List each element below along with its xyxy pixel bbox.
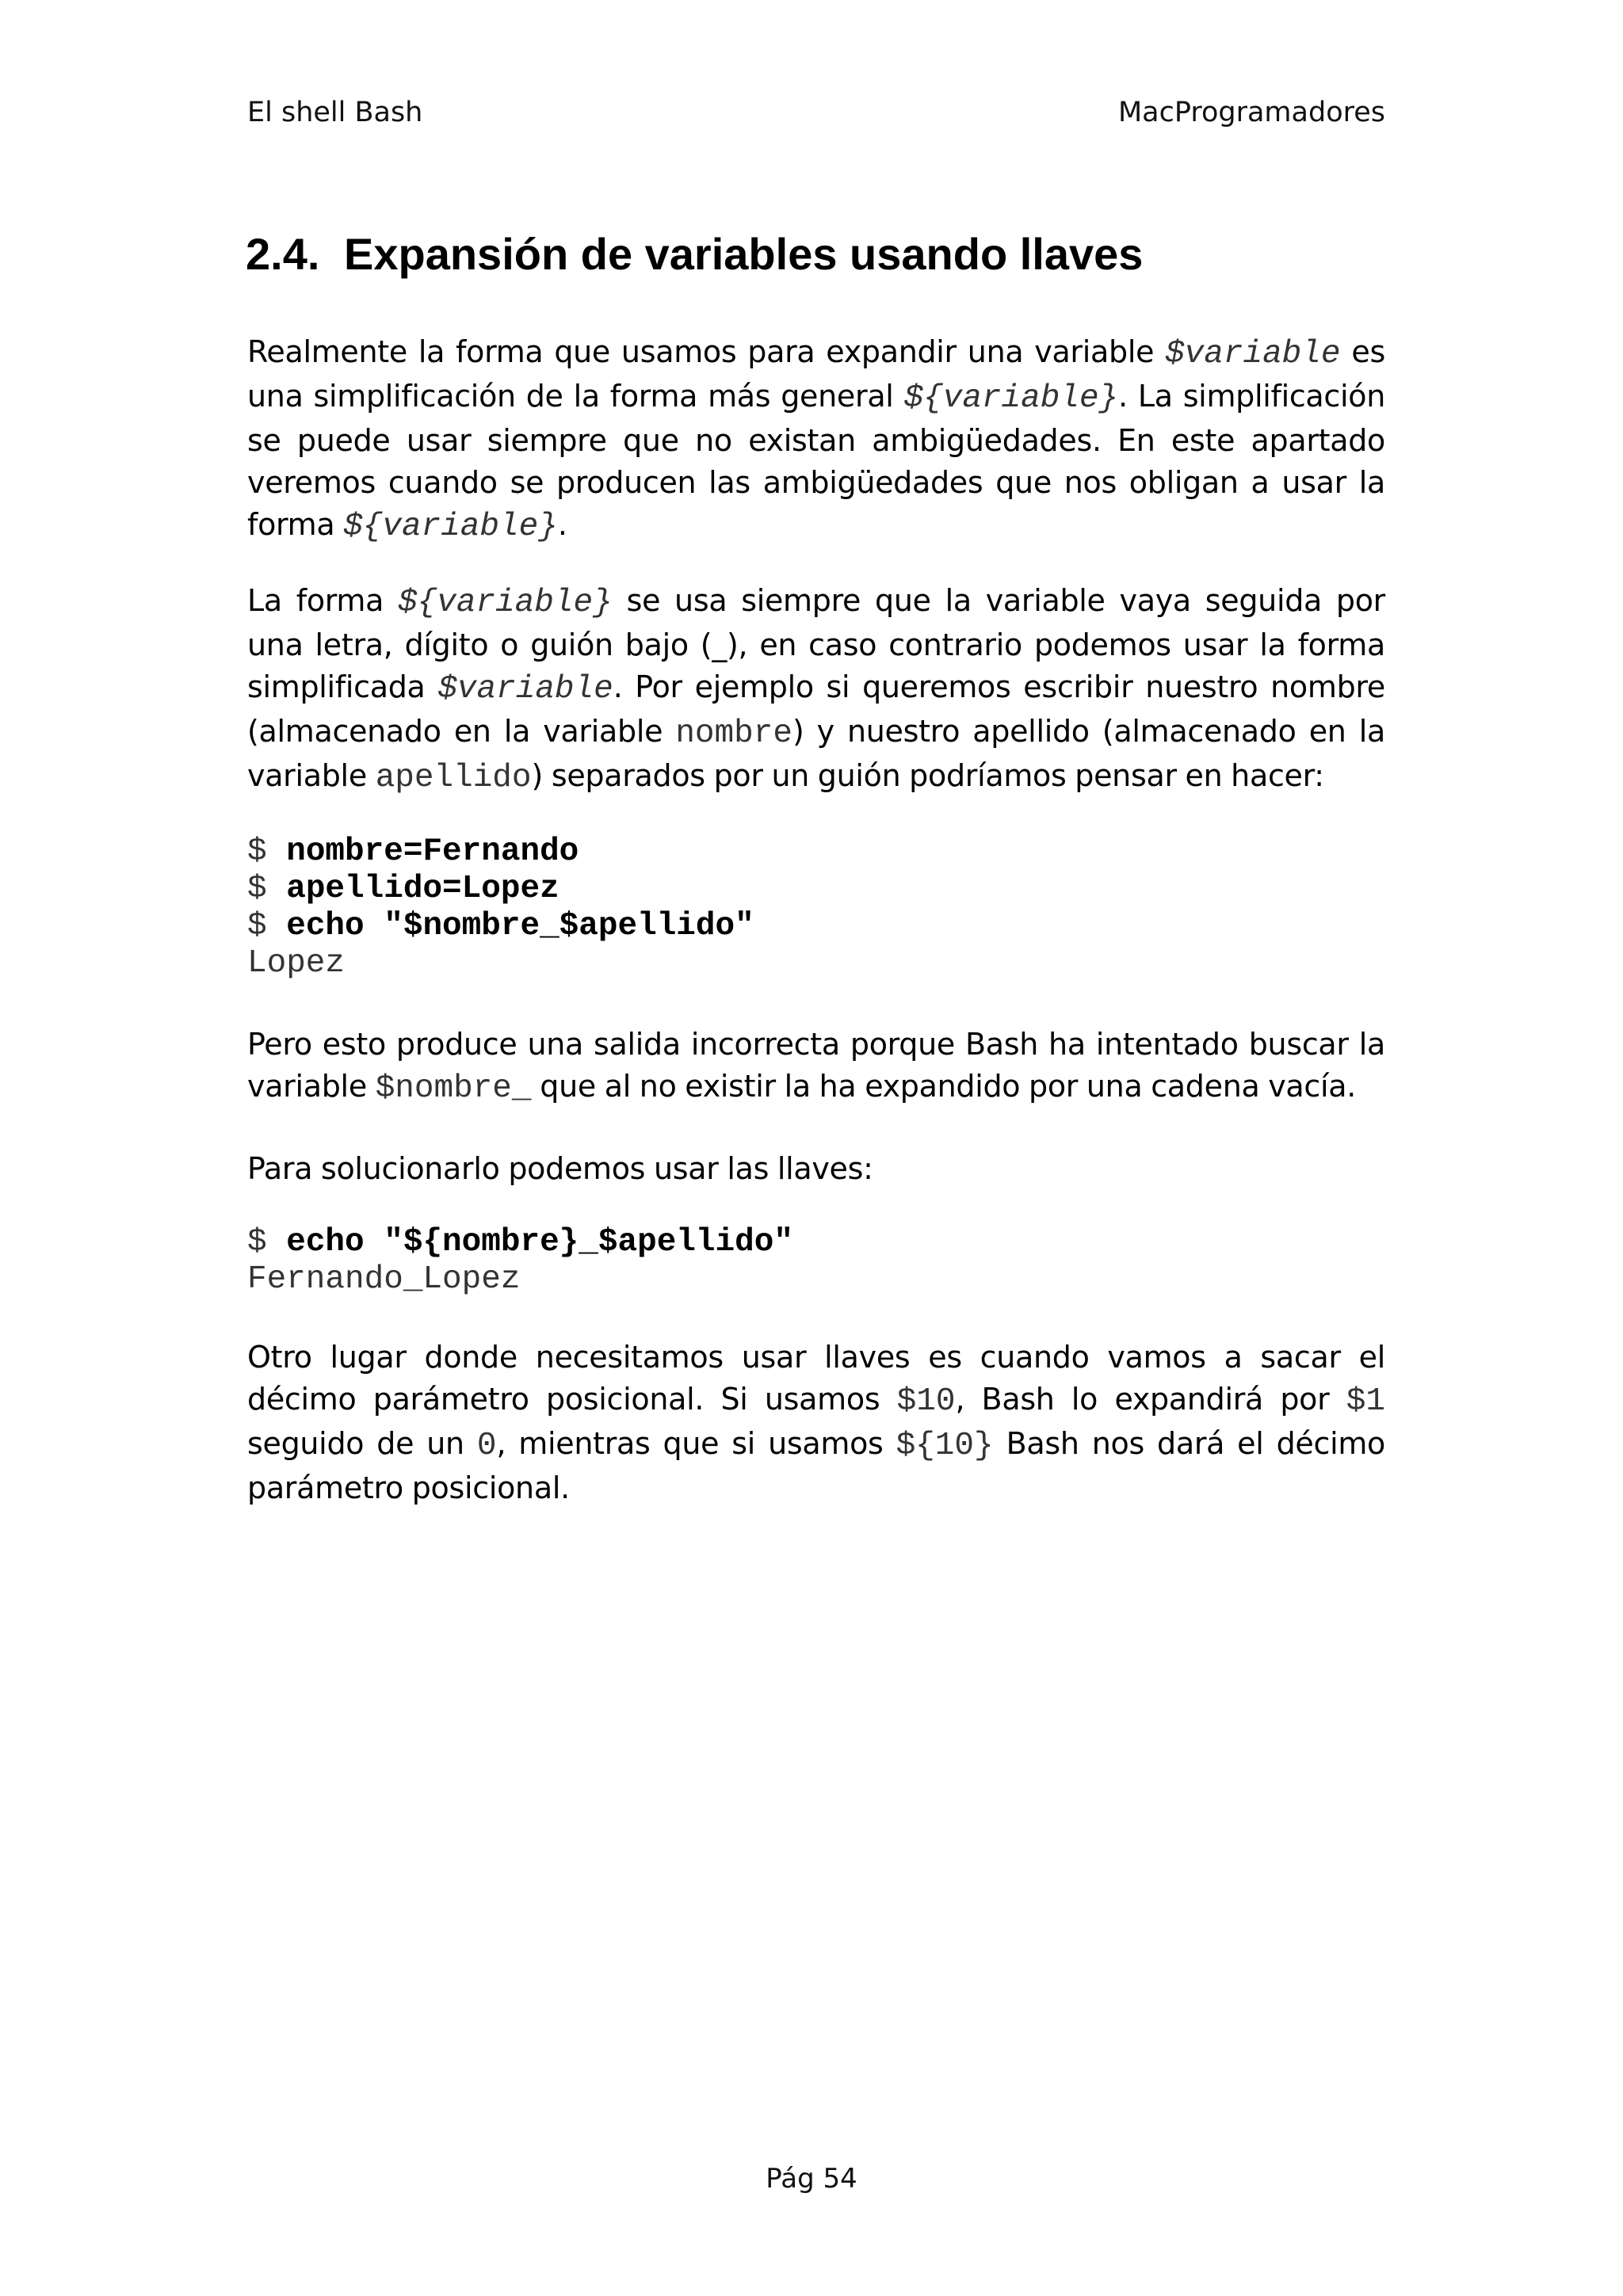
paragraph-usage	[247, 580, 1385, 799]
section-number: 2.4.	[246, 229, 320, 279]
inline-code: $10	[896, 1383, 956, 1420]
inline-code: $variable	[1165, 336, 1341, 372]
text-run: es una simplificación de la forma más general	[247, 334, 1385, 414]
section-heading	[246, 228, 1143, 280]
shell-prompt: $	[247, 908, 267, 944]
text-run: ) y nuestro apellido (almacenado en la variable	[247, 714, 1385, 793]
paragraph-explanation	[247, 1024, 1385, 1110]
inline-code: $variable	[437, 671, 613, 707]
shell-prompt: $	[247, 871, 267, 907]
inline-code: nombre	[675, 715, 792, 752]
inline-code: ${variable}	[343, 509, 558, 545]
page-number: Pág 54	[766, 2163, 857, 2195]
paragraph-intro	[247, 331, 1385, 548]
code-block-correct	[247, 1224, 793, 1299]
text-run: ) separados por un guión podríamos pensar en hacer:	[531, 758, 1324, 793]
text-run: . Por ejemplo si queremos escribir nuestro nombre (almacenado en la variable	[247, 669, 1385, 749]
text-run: Bash nos dará el décimo parámetro posicional.	[247, 1426, 1385, 1505]
text-run: Pero esto produce una salida incorrecta porque Bash ha intentado buscar la variable	[247, 1027, 1385, 1104]
inline-code: $nombre_	[375, 1070, 532, 1107]
text-run: Realmente la forma que usamos para expandir una variable	[247, 334, 1166, 369]
shell-output: Fernando_Lopez	[247, 1261, 521, 1298]
shell-prompt: $	[247, 833, 267, 870]
code-line	[247, 1224, 793, 1261]
inline-code: ${variable}	[903, 380, 1119, 417]
text-run: que al no existir la ha expandido por una cadena vacía.	[531, 1069, 1357, 1104]
inline-code: ${10}	[896, 1428, 994, 1464]
text-run: Para solucionarlo podemos usar las llaves:	[247, 1151, 873, 1186]
text-run: , Bash lo expandirá por	[955, 1382, 1346, 1417]
header-publisher: MacProgramadores	[1117, 97, 1385, 128]
shell-command: nombre=Fernando	[286, 833, 579, 870]
paragraph-solution	[247, 1148, 1385, 1190]
paragraph-positional	[247, 1337, 1385, 1509]
text-run: se usa siempre que la variable vaya seguida por una letra, dígito o guión bajo (_), en caso contrario podemos usar la forma simplificada	[247, 583, 1385, 704]
text-run: .	[557, 507, 567, 542]
code-block-incorrect	[247, 833, 754, 982]
text-run: , mientras que si usamos	[496, 1426, 896, 1461]
code-line	[247, 908, 754, 945]
inline-code: apellido	[375, 760, 532, 796]
text-run: La forma	[247, 583, 399, 618]
inline-code: 0	[476, 1428, 497, 1464]
text-run: . La simplificación se puede usar siempre que no existan ambigüedades. En este apartado veremos cuando se producen las ambigüedades que nos obligan a usar la forma	[247, 379, 1385, 542]
text-run: Otro lugar donde necesitamos usar llaves es cuando vamos a sacar el décimo parámetro posicional. Si usamos	[247, 1340, 1385, 1417]
shell-command: echo "$nombre_$apellido"	[286, 908, 754, 944]
code-line	[247, 871, 754, 908]
inline-code: $1	[1346, 1383, 1385, 1420]
section-title-text: Expansión de variables usando llaves	[344, 229, 1144, 279]
shell-prompt: $	[247, 1224, 267, 1261]
code-line	[247, 833, 754, 871]
header-book-title: El shell Bash	[247, 97, 423, 128]
inline-code: ${variable}	[398, 585, 613, 621]
text-run: seguido de un	[247, 1426, 477, 1461]
shell-output: Lopez	[247, 945, 346, 982]
shell-command: echo "${nombre}_$apellido"	[286, 1224, 793, 1261]
shell-command: apellido=Lopez	[286, 871, 559, 907]
